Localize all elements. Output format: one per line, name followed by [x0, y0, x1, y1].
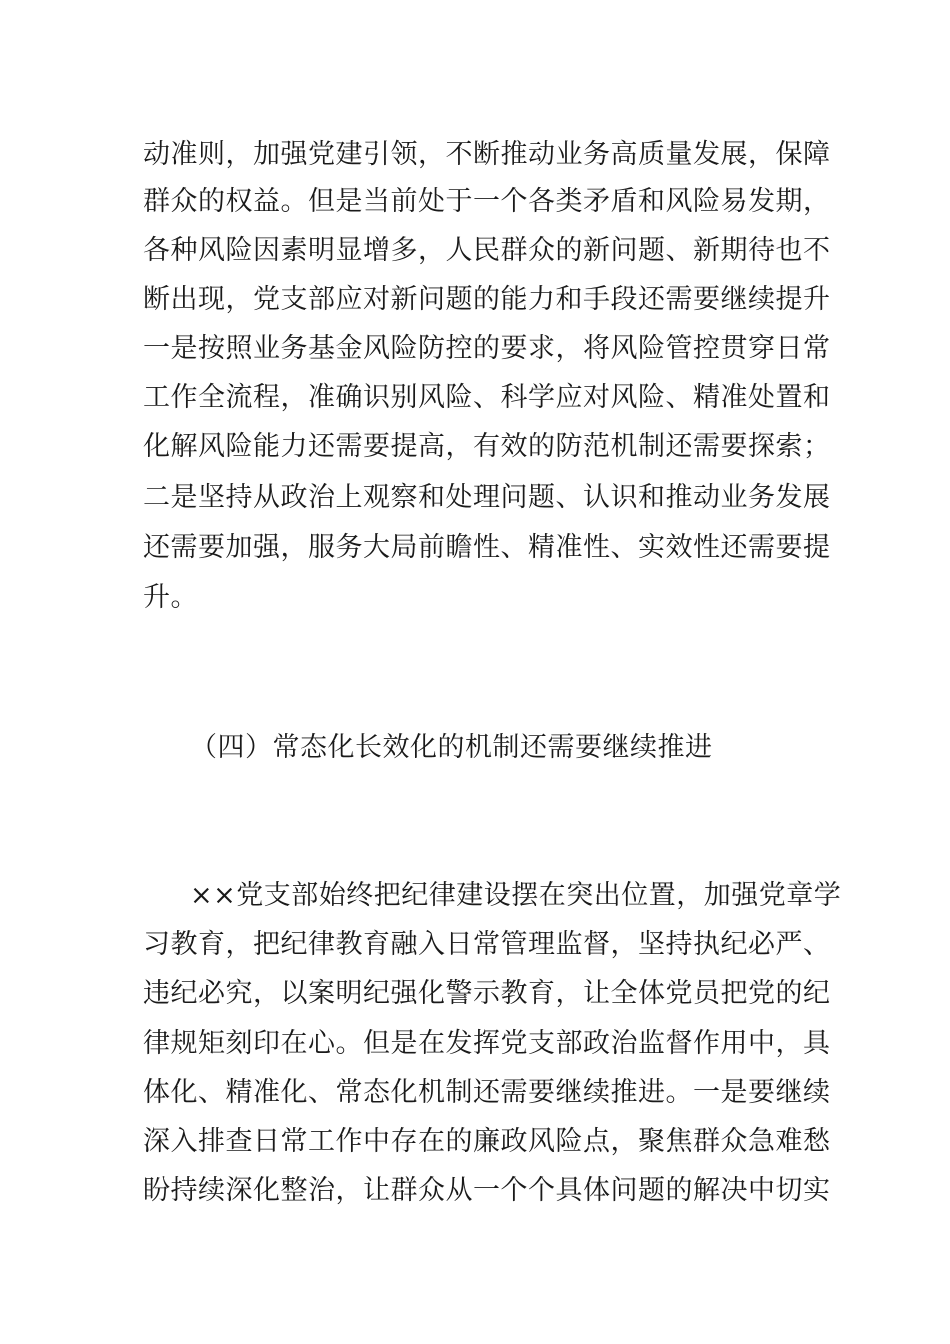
text-line: ××党支部始终把纪律建设摆在突出位置，加强党章学	[190, 880, 842, 911]
text-line: 一是按照业务基金风险防控的要求，将风险管控贯穿日常	[143, 333, 831, 364]
text-line: 违纪必究，以案明纪强化警示教育，让全体党员把党的纪	[143, 978, 831, 1009]
text-line: 各种风险因素明显增多，人民群众的新问题、新期待也不	[143, 235, 831, 266]
text-line: 断出现，党支部应对新问题的能力和手段还需要继续提升	[143, 284, 831, 315]
text-line: 化解风险能力还需要提高，有效的防范机制还需要探索；	[143, 431, 831, 462]
text-line: 工作全流程，准确识别风险、科学应对风险、精准处置和	[143, 382, 831, 413]
text-line: 升。	[143, 582, 198, 613]
text-line: 习教育，把纪律教育融入日常管理监督，坚持执纪必严、	[143, 929, 831, 960]
text-line: 还需要加强，服务大局前瞻性、精准性、实效性还需要提	[143, 532, 831, 563]
section-heading: （四）常态化长效化的机制还需要继续推进	[190, 732, 713, 763]
text-line: 动准则，加强党建引领，不断推动业务高质量发展，保障	[143, 139, 831, 170]
text-line: 深入排查日常工作中存在的廉政风险点，聚焦群众急难愁	[143, 1126, 831, 1157]
text-line: 体化、精准化、常态化机制还需要继续推进。一是要继续	[143, 1077, 831, 1108]
text-line: 群众的权益。但是当前处于一个各类矛盾和风险易发期，	[143, 186, 831, 217]
text-line: 二是坚持从政治上观察和处理问题、认识和推动业务发展	[143, 482, 831, 513]
text-line: 律规矩刻印在心。但是在发挥党支部政治监督作用中，具	[143, 1028, 831, 1059]
text-line: 盼持续深化整治，让群众从一个个具体问题的解决中切实	[143, 1175, 831, 1206]
